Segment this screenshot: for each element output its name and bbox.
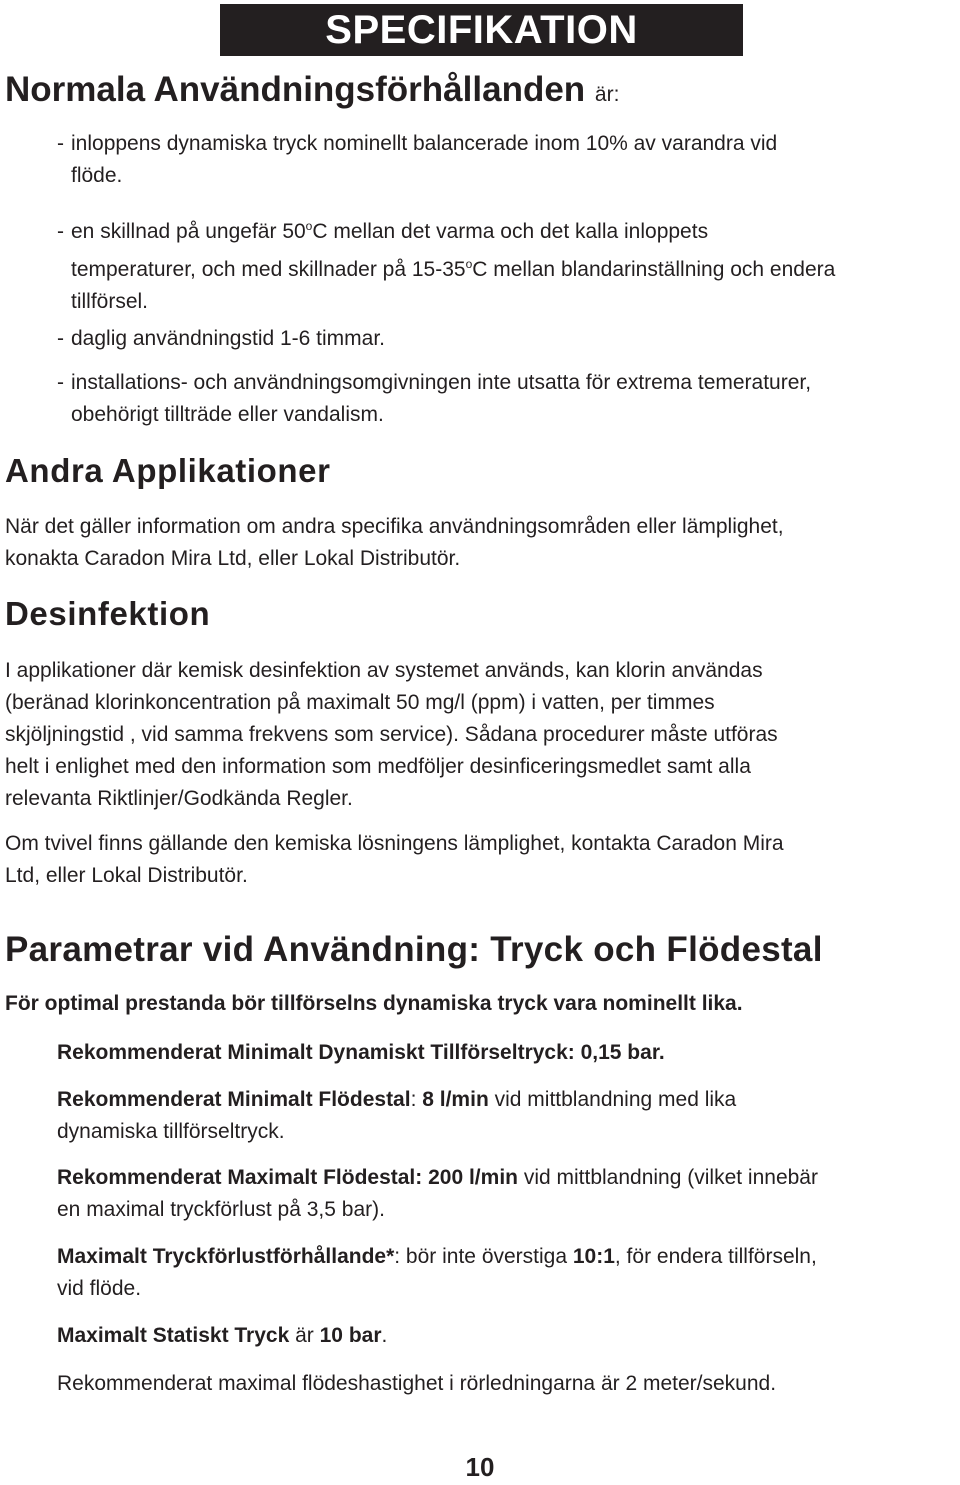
- spec-max-flow-velocity: Rekommenderat maximal flödeshastighet i rörledningarna är 2 meter/sekund.: [57, 1372, 777, 1395]
- spec-max-static-pressure: Maximalt Statiskt Tryck är 10 bar.: [57, 1324, 388, 1347]
- parameters-heading: Parametrar vid Användning: Tryck och Flödestal: [5, 930, 823, 969]
- spec-min-flow: Rekommenderat Minimalt Flödestal: 8 l/min vid mittblandning med lika dynamiska tillförseltryck.: [57, 1088, 737, 1143]
- page-number: 10: [465, 1452, 495, 1482]
- normal-conditions-heading: [5, 70, 619, 110]
- normal-conditions-suffix: är:: [594, 83, 620, 106]
- list-item: - installations- och användningsomgivningen inte utsatta för extrema temeraturer, obehörigt tillträde eller vandalism.: [57, 371, 812, 426]
- spec-min-dynamic-pressure: Rekommenderat Minimalt Dynamiskt Tillförseltryck: 0,15 bar.: [57, 1041, 665, 1064]
- parameters-intro: För optimal prestanda bör tillförselns dynamiska tryck vara nominellt lika.: [5, 992, 743, 1015]
- other-applications-text: När det gäller information om andra specifika användningsområden eller lämplighet, konakta Caradon Mira Ltd, eller Lokal Distributör.: [5, 515, 784, 570]
- specification-banner: SPECIFIKATION: [220, 4, 743, 56]
- normal-conditions-title: Normala Användningsförhållanden: [5, 70, 586, 109]
- disinfection-paragraph-2: Om tvivel finns gällande den kemiska lösningens lämplighet, kontakta Caradon Mira Ltd, eller Lokal Distributör.: [5, 832, 784, 887]
- disinfection-heading: Desinfektion: [5, 595, 211, 632]
- spec-max-pressure-loss-ratio: Maximalt Tryckförlustförhållande*: bör inte överstiga 10:1, för endera tillförseln, vid flöde.: [57, 1245, 817, 1300]
- list-item: - en skillnad på ungefär 50$^o$C mellan det varma och det kalla inloppets temperaturer, och med skillnader på 15-35$^o$C mellan blandarinställning och endera tillförsel.: [57, 219, 836, 313]
- list-item: - daglig användningstid 1-6 timmar.: [57, 327, 386, 350]
- disinfection-paragraph: I applikationer där kemisk desinfektion av systemet används, kan klorin användas (beränad klorinkoncentration på maximalt 50 mg/l (ppm) i vatten, per timmes skjöljningstid , vid samma frekvens som service). Sådana procedurer måste utföras helt i enlighet med den information som medföljer desinficeringsmedlet samt alla relevanta Riktlinjer/Godkända Regler.: [5, 659, 778, 810]
- list-item: - inloppens dynamiska tryck nominellt balancerade inom 10% av varandra vid flöde.: [57, 132, 778, 187]
- other-applications-heading: Andra Applikationer: [5, 452, 331, 489]
- spec-max-flow: Rekommenderat Maximalt Flödestal: 200 l/min vid mittblandning (vilket innebär en maximal tryckförlust på 3,5 bar).: [57, 1166, 818, 1221]
